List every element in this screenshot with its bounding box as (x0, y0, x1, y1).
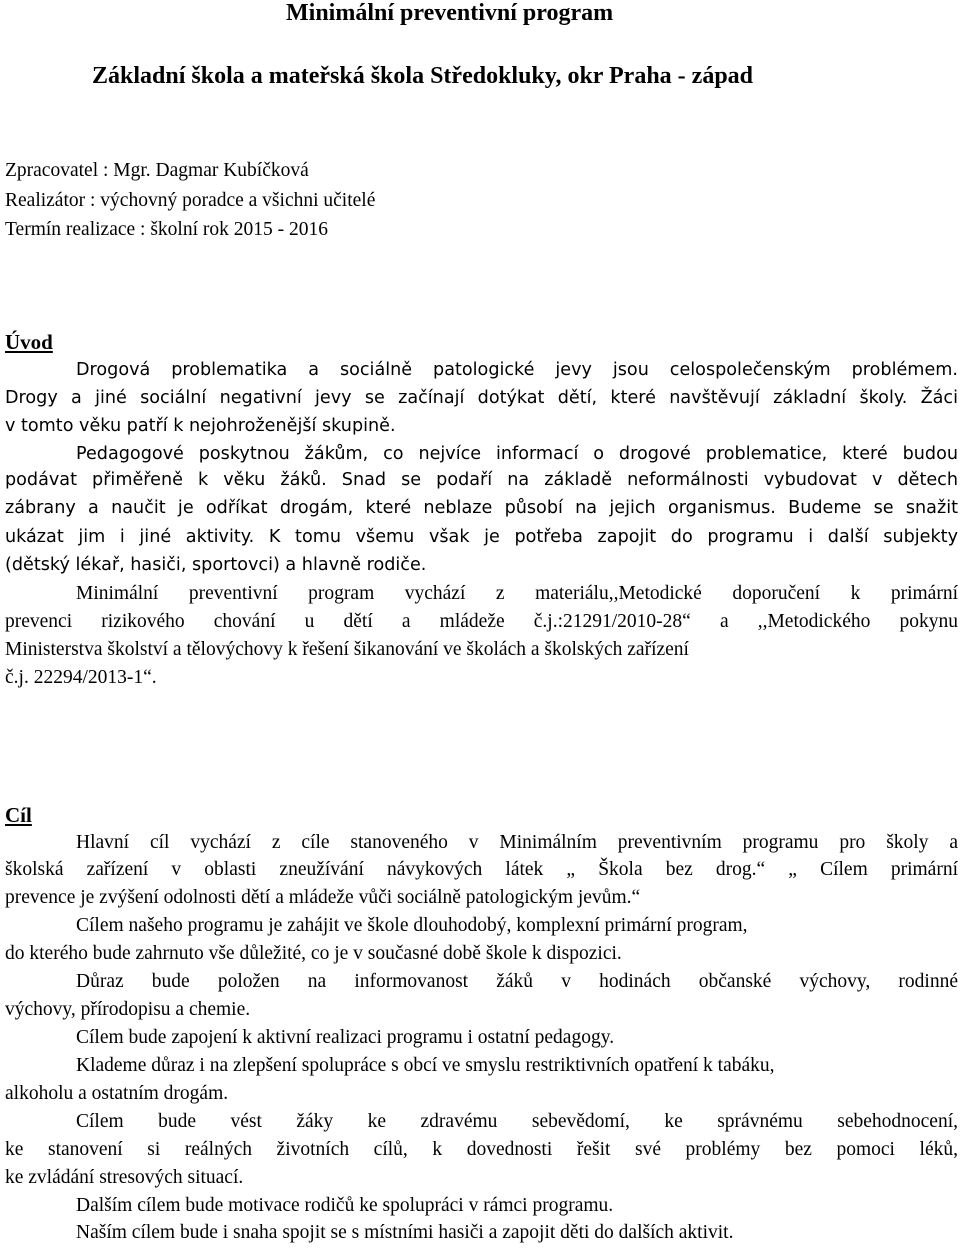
cil-line: Naším cílem bude i snaha spojit se s místními hasiči a zapojit děti do dalších aktivit. (76, 1222, 734, 1243)
implementer-line: Realizátor : výchovný poradce a všichni učitelé (5, 190, 376, 211)
uvod-line: prevenci rizikového chování u dětí a mládeže č.j.:21291/2010-28“ a ,,Metodického pokynu (5, 611, 958, 632)
processor-line: Zpracovatel : Mgr. Dagmar Kubíčková (5, 160, 309, 181)
cil-line: prevence je zvýšení odolnosti dětí a mládeže vůči sociálně patologickým jevům.“ (5, 887, 641, 908)
cil-line: Hlavní cíl vychází z cíle stanoveného v Minimálním preventivním programu pro školy a (76, 832, 958, 853)
cil-line: Dalším cílem bude motivace rodičů ke spolupráci v rámci programu. (76, 1195, 614, 1216)
cil-line: Cílem bude zapojení k aktivní realizaci programu i ostatní pedagogy. (76, 1027, 615, 1048)
cil-line: Cílem bude vést žáky ke zdravému sebevědomí, ke správnému sebehodnocení, (76, 1111, 958, 1132)
uvod-line: ukázat jim i jiné aktivity. K tomu všemu však je potřeba zapojit do programu i další subjekty (5, 527, 958, 547)
cil-line: do kterého bude zahrnuto vše důležité, co je v současné době škole k dispozici. (5, 943, 622, 964)
term-line: Termín realizace : školní rok 2015 - 2016 (5, 219, 328, 240)
uvod-line: č.j. 22294/2013-1“. (5, 667, 157, 688)
uvod-line: Drogy a jiné sociální negativní jevy se začínají dotýkat dětí, které navštěvují základní školy. Žáci (5, 388, 958, 408)
uvod-line: Ministerstva školství a tělovýchovy k řešení šikanování ve školách a školských zařízení (5, 639, 689, 660)
document-title: Minimální preventivní program (286, 0, 614, 26)
cil-line: ke stanovení si reálných životních cílů, k dovednosti řešit své problémy bez pomoci léků, (5, 1139, 958, 1160)
cil-line: výchovy, přírodopisu a chemie. (5, 999, 251, 1020)
uvod-heading: Úvod (5, 330, 53, 354)
uvod-line: Minimální preventivní program vychází z materiálu,,Metodické doporučení k primární (76, 583, 958, 604)
cil-line: Cílem našeho programu je zahájit ve škole dlouhodobý, komplexní primární program, (76, 915, 748, 936)
cil-line: ke zvládání stresových situací. (5, 1167, 244, 1188)
cil-heading: Cíl (5, 803, 32, 827)
uvod-line: zábrany a naučit je odříkat drogám, které neblaze působí na jejich organismus. Budeme se snažit (5, 498, 958, 518)
school-name: Základní škola a mateřská škola Středokluky, okr Praha - západ (92, 63, 754, 89)
uvod-line: podávat přiměřeně k věku žáků. Snad se podaří na základě neformálnosti vybudovat v dětech (5, 470, 958, 490)
uvod-line: Drogová problematika a sociálně patologické jevy jsou celospolečenským problémem. (76, 360, 958, 380)
cil-line: školská zařízení v oblasti zneužívání návykových látek „ Škola bez drog.“ „ Cílem primární (5, 859, 958, 880)
uvod-line: (dětský lékař, hasiči, sportovci) a hlavně rodiče. (5, 555, 427, 575)
uvod-line: Pedagogové poskytnou žákům, co nejvíce informací o drogové problematice, které budou (76, 444, 958, 464)
cil-line: alkoholu a ostatním drogám. (5, 1083, 229, 1104)
cil-line: Důraz bude položen na informovanost žáků v hodinách občanské výchovy, rodinné (76, 971, 958, 992)
uvod-line: v tomto věku patří k nejohroženější skupině. (5, 416, 396, 436)
cil-line: Klademe důraz i na zlepšení spolupráce s obcí ve smyslu restriktivních opatření k tabáku, (76, 1055, 775, 1076)
